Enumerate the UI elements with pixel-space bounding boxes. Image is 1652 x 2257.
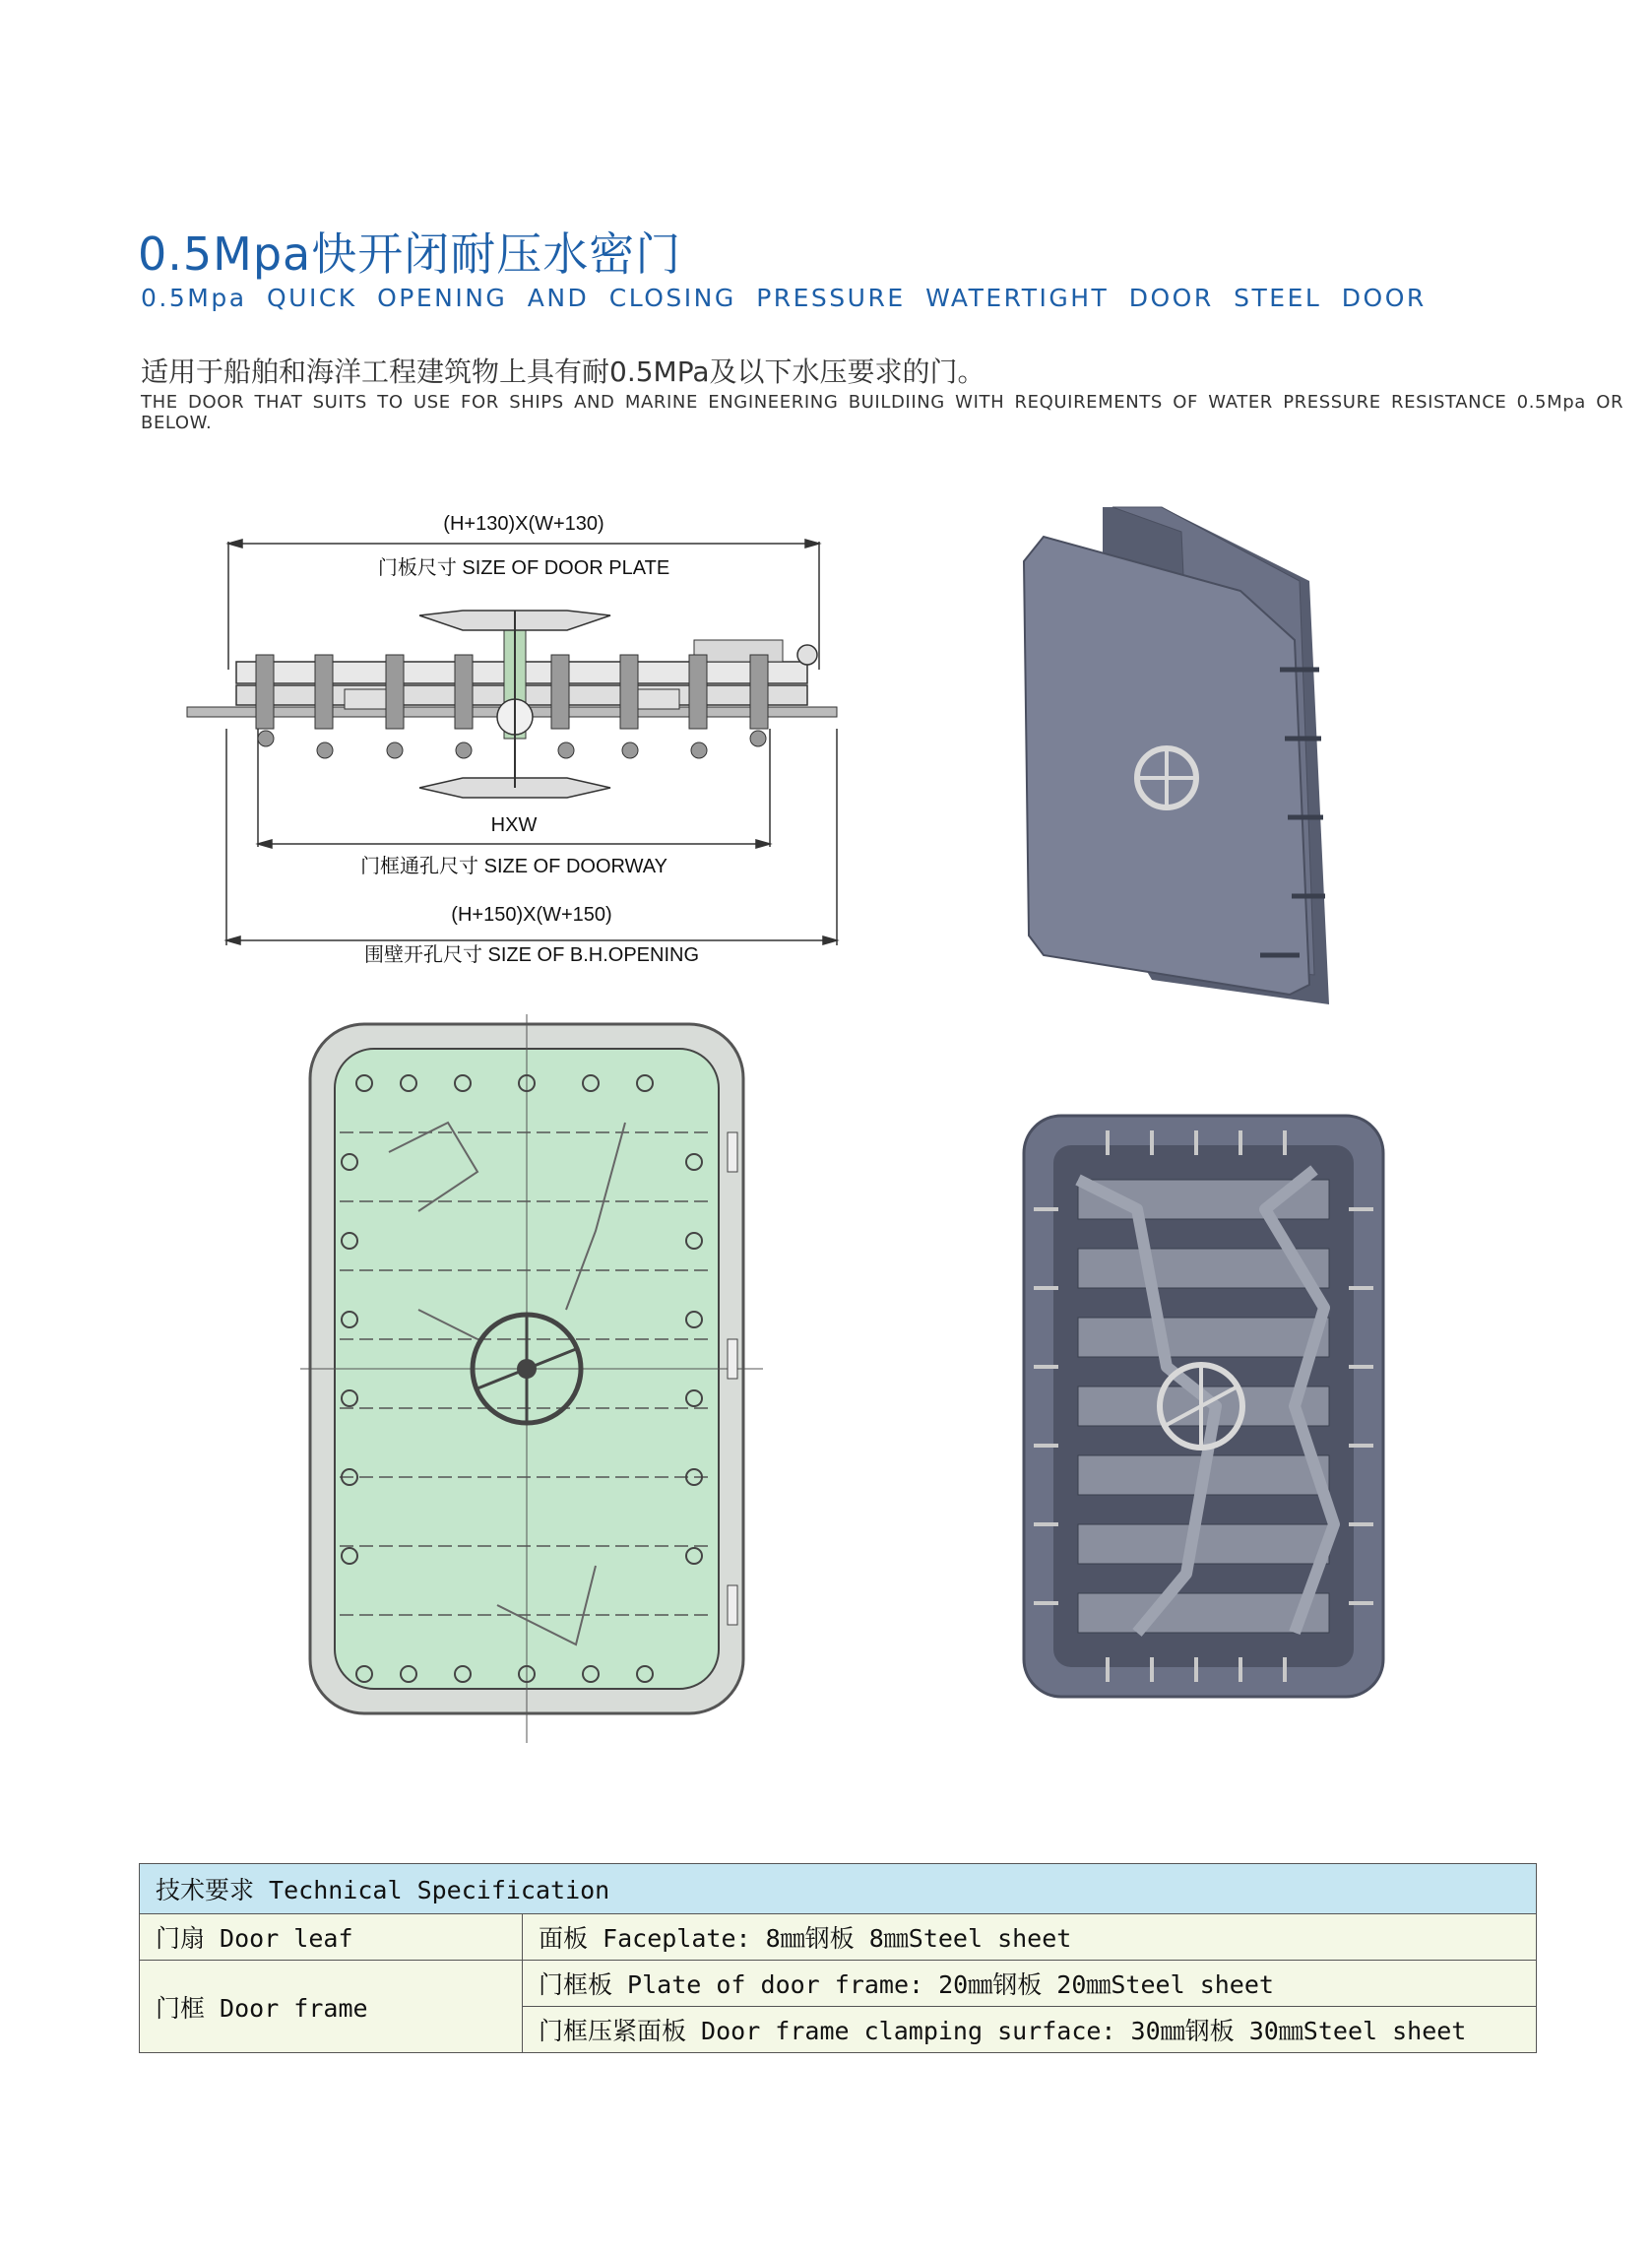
spec-value-frame-plate: 门框板 Plate of door frame: 20㎜钢板 20㎜Steel sheet — [523, 1961, 1537, 2007]
label-opening: 围壁开孔尺寸 SIZE OF B.H.OPENING — [363, 944, 700, 966]
spec-label-door-frame: 门框 Door frame — [140, 1961, 523, 2053]
section-drawing — [167, 492, 857, 985]
spec-value-faceplate: 面板 Faceplate: 8㎜钢板 8㎜Steel sheet — [523, 1914, 1537, 1961]
table-row — [140, 1914, 1537, 1961]
table-row — [140, 1961, 1537, 2007]
spec-header: 技术要求 Technical Specification — [140, 1864, 1537, 1914]
dim-doorway: HXW — [490, 814, 538, 836]
spec-table — [139, 1863, 1537, 2053]
description-en: THE DOOR THAT SUITS TO USE FOR SHIPS AND MARINE ENGINEERING BUILDIING WITH REQUIREMENTS OF WATER PRESSURE RESISTANCE 0.5Mpa OR BELOW. — [141, 392, 1624, 433]
door-front-drawing — [300, 1014, 763, 1743]
description-cn: 适用于船舶和海洋工程建筑物上具有耐0.5MPa及以下水压要求的门。 — [141, 355, 985, 388]
page-subtitle: 0.5Mpa QUICK OPENING AND CLOSING PRESSURE WATERTIGHT DOOR STEEL DOOR — [141, 284, 1427, 312]
label-plate: 门板尺寸 SIZE OF DOOR PLATE — [377, 557, 670, 579]
dim-opening: (H+150)X(W+150) — [451, 904, 612, 926]
dim-plate: (H+130)X(W+130) — [443, 513, 604, 535]
spec-header-row — [140, 1864, 1537, 1914]
spec-label-door-leaf: 门扇 Door leaf — [140, 1914, 523, 1961]
door-back-image — [1019, 1111, 1388, 1702]
label-doorway: 门框通孔尺寸 SIZE OF DOORWAY — [360, 856, 667, 877]
door-3d-image — [1014, 492, 1368, 1004]
page-title: 0.5Mpa快开闭耐压水密门 — [138, 227, 682, 281]
spec-value-clamping-surface: 门框压紧面板 Door frame clamping surface: 30㎜钢板 30㎜Steel sheet — [523, 2007, 1537, 2053]
